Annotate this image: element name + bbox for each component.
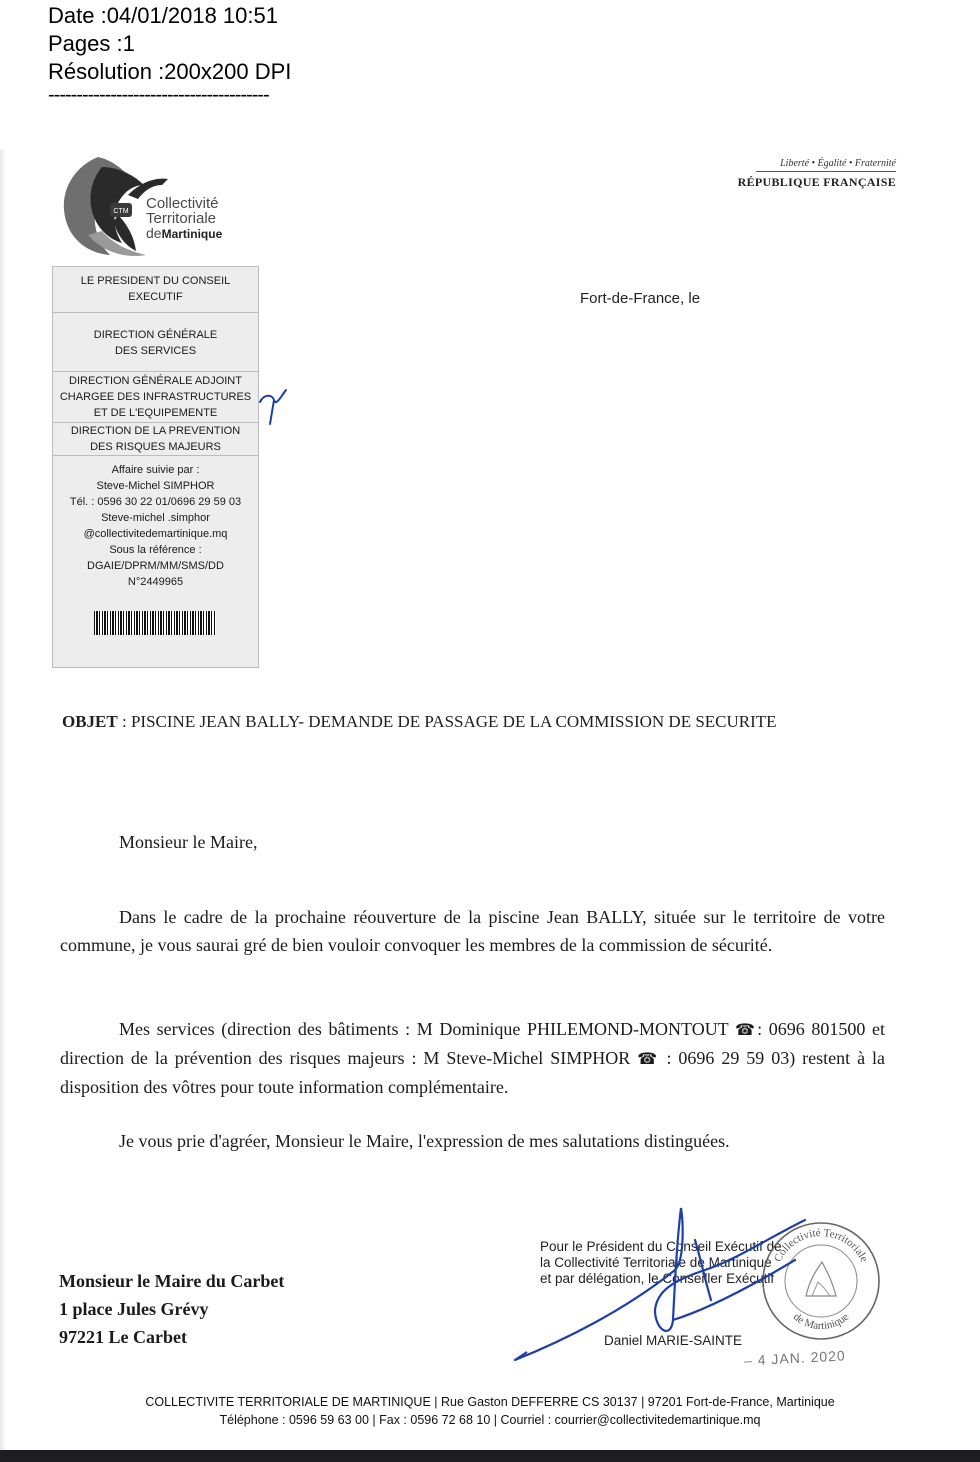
place-and-date: Fort-de-France, le	[580, 290, 701, 307]
sender-dga-line-2: CHARGEE DES INFRASTRUCTURES	[59, 391, 252, 403]
barcode-icon	[94, 611, 216, 635]
handwritten-mark-icon	[250, 380, 300, 430]
republic-rule	[756, 171, 896, 172]
body-paragraph-2-part-1: Mes services (direction des bâtiments : M Dominique PHILEMOND-MONTOUT	[119, 1019, 735, 1039]
sender-dga	[53, 373, 258, 421]
letter-subject	[62, 712, 777, 732]
phone-icon: ☎	[735, 1020, 758, 1039]
logo-line-1: Collectivité	[146, 195, 219, 212]
subject-text: : PISCINE JEAN BALLY- DEMANDE DE PASSAGE DE LA COMMISSION DE SECURITE	[117, 712, 777, 731]
phone-icon: ☎	[637, 1049, 660, 1068]
date-stamp: – 4 JAN. 2020	[743, 1347, 847, 1369]
signatory-name: Daniel MARIE-SAINTE	[604, 1333, 743, 1348]
fax-resolution: Résolution :200x200 DPI	[48, 59, 292, 84]
fax-header	[48, 2, 291, 86]
sidebox-divider	[53, 455, 258, 456]
republic-name: RÉPUBLIQUE FRANÇAISE	[737, 175, 896, 189]
republic-motto: Liberté • Égalité • Fraternité	[780, 158, 896, 169]
logo-wordmark	[146, 196, 222, 242]
fax-date: Date :04/01/2018 10:51	[48, 3, 278, 28]
affaire-label: Affaire suivie par :	[111, 464, 200, 476]
sender-president-line-1: LE PRESIDENT DU CONSEIL	[80, 275, 231, 287]
footer-address: COLLECTIVITE TERRITORIALE DE MARTINIQUE | Rue Gaston DEFFERRE CS 30137 | 97201 Fort-de-France, Martinique	[145, 1395, 835, 1409]
sender-info-box	[52, 266, 259, 668]
subject-label: OBJET	[62, 712, 118, 731]
sender-contact	[53, 462, 258, 590]
body-closing: Je vous prie d'agréer, Monsieur le Maire, l'expression de mes salutations distinguées.	[119, 1131, 730, 1151]
sender-dprm-line-2: DES RISQUES MAJEURS	[90, 441, 221, 453]
sender-dgs-line-1: DIRECTION GÉNÉRALE	[93, 329, 218, 341]
logo-line-2: Territoriale	[146, 210, 217, 227]
reference-code: DGAIE/DPRM/MM/SMS/DD	[87, 560, 224, 572]
footer-contact: Téléphone : 0596 59 63 00 | Fax : 0596 72 68 10 | Courriel : courrier@collectivitedemartinique.mq	[219, 1413, 761, 1427]
letter-greeting: Monsieur le Maire,	[119, 832, 258, 852]
svg-text:de Martinique: de Martinique	[790, 1310, 852, 1333]
logo-line-3-bold: Martinique	[161, 227, 223, 241]
body-paragraph-1: Dans le cadre de la prochaine réouverture de la piscine Jean BALLY, située sur le territoire de votre commune, je vous saurai gré de bien vouloir convoquer les membres de la commission de sécurité.	[60, 907, 885, 955]
logo-line-3	[146, 226, 222, 242]
recipient-address	[59, 1267, 284, 1351]
recipient-line-3: 97221 Le Carbet	[59, 1327, 187, 1347]
reference-number: N°2449965	[127, 576, 184, 588]
agent-email-line-2: @collectivitedemartinique.mq	[83, 528, 228, 540]
signature-line-1: Pour le Président du Conseil Exécutif de	[540, 1239, 782, 1254]
sender-dga-line-1: DIRECTION GÉNÉRALE ADJOINT	[69, 375, 242, 387]
sender-president-line-2: EXECUTIF	[128, 291, 183, 303]
handwritten-signature-icon	[505, 1200, 845, 1380]
recipient-line-2: 1 place Jules Grévy	[59, 1299, 209, 1319]
page-edge-shadow	[0, 150, 6, 1450]
svg-text:Collectivité Territoriale: Collectivité Territoriale	[771, 1226, 871, 1265]
sender-dprm	[53, 423, 258, 455]
ctm-badge	[110, 203, 132, 217]
svg-text:CTM: CTM	[113, 208, 129, 215]
agent-email-line-1: Steve-michel .simphor	[101, 512, 210, 524]
fax-separator: ---------------------------------------	[48, 84, 269, 106]
body-paragraph-2-part-2: : 0696 801500 et direction de la prévention des risques majeurs : M Steve-Michel SIMPHOR	[60, 1019, 885, 1068]
fax-pages: Pages :1	[48, 31, 135, 56]
sender-president	[53, 273, 258, 305]
sidebox-divider	[53, 312, 258, 313]
sender-dgs	[53, 327, 258, 359]
reference-label: Sous la référence :	[109, 544, 202, 556]
sidebox-divider	[53, 371, 258, 372]
sender-dgs-line-2: DES SERVICES	[114, 345, 197, 357]
signature-line-3: et par délégation, le Conseiller Exécutif	[540, 1271, 775, 1286]
recipient-line-1: Monsieur le Maire du Carbet	[59, 1271, 285, 1291]
body-paragraph-2-part-3: : 0696 29 59 03) restent à la disposition des vôtres pour toute information complémentaire.	[60, 1048, 885, 1097]
sender-dprm-line-1: DIRECTION DE LA PREVENTION	[70, 425, 241, 437]
sender-dga-line-3: ET DE L'EQUIPEMENTE	[93, 407, 218, 419]
agent-name: Steve-Michel SIMPHOR	[96, 480, 215, 492]
logo-line-3-prefix: de	[146, 225, 162, 241]
window-bottom-edge	[0, 1450, 980, 1462]
body-paragraph-2	[60, 1015, 885, 1101]
agent-phone: Tél. : 0596 30 22 01/0696 29 59 03	[69, 496, 242, 508]
signature-line-2: la Collectivité Territoriale de Martinique	[540, 1255, 772, 1270]
